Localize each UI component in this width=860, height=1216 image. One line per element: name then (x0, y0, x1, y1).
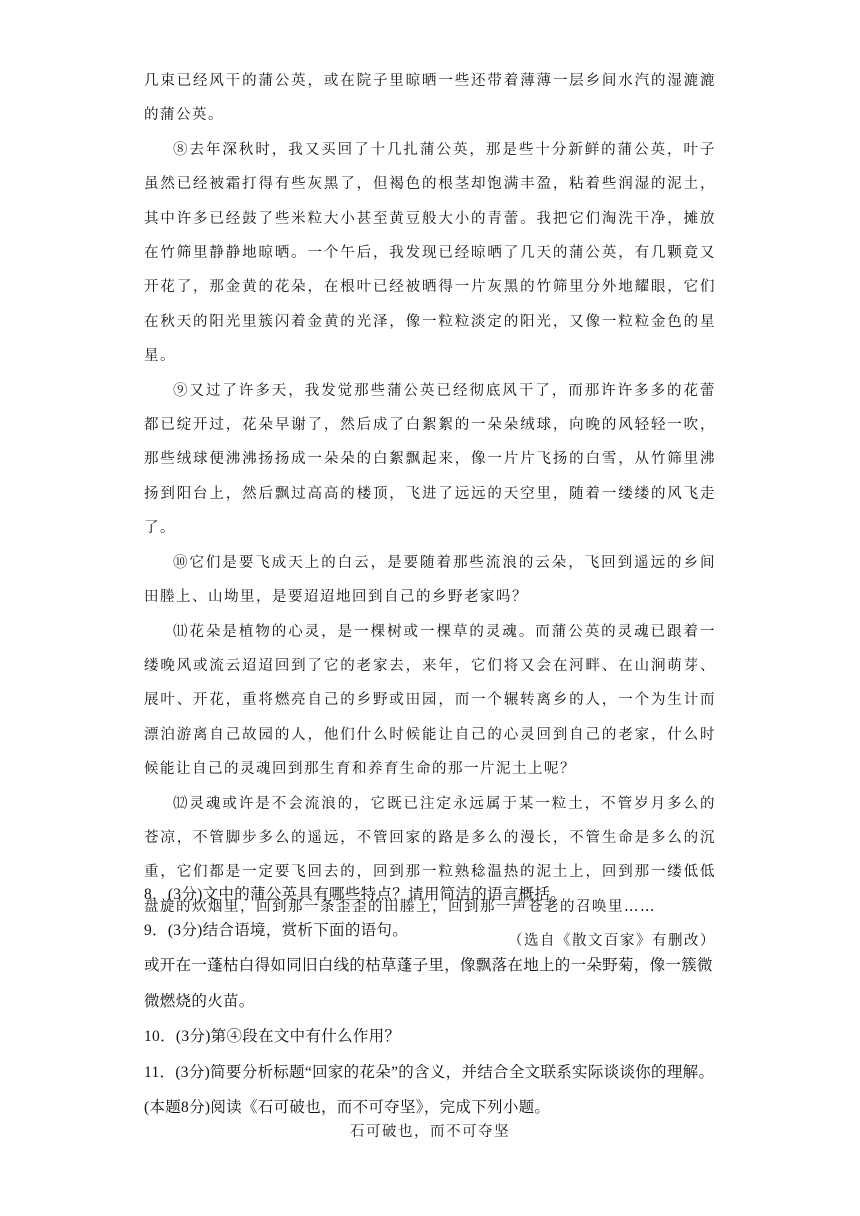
paragraph-10: ⑩它们是要飞成天上的白云，是要随着那些流浪的云朵，飞回到遥远的乡间田塍上、山坳里，是要迢迢地回到自己的乡野老家吗？ (144, 554, 716, 606)
reading-passage (144, 64, 716, 959)
question-9-quote: 或开在一蓬枯白得如同旧白线的枯草蓬子里，像飘落在地上的一朵野菊，像一簇微微燃烧的火苗。 (144, 957, 713, 1010)
question-9: 9．(3分)结合语境，赏析下面的语句。 (144, 921, 409, 939)
paragraph-7-continuation: 几束已经风干的蒲公英，或在院子里晾晒一些还带着薄薄一层乡间水汽的湿漉漉的蒲公英。 (144, 73, 716, 124)
question-10: 10．(3分)第④段在文中有什么作用？ (144, 1028, 401, 1045)
paragraph-11: ⑾花朵是植物的心灵，是一棵树或一棵草的灵魂。而蒲公英的灵魂已跟着一缕晚风或流云迢迢回到了它的老家去，来年，它们将又会在河畔、在山涧萌芽、展叶、开花，重将燃亮自己的乡野或田园，而一个辗转离乡的人，一个为生计而漂泊游离自己故园的人，他们什么时候能让自己的心灵回到自己的老家，什么时候能让自己的灵魂回到那生育和养育生命的那一片泥土上呢？ (144, 623, 716, 778)
question-list (144, 877, 716, 1126)
question-11: 11．(3分)简要分析标题“回家的花朵”的含义，并结合全文联系实际谈谈你的理解。 (144, 1063, 715, 1081)
next-section-intro: (本题8分)阅读《石可破也，而不可夺坚》，完成下列小题。 (144, 1099, 551, 1116)
next-passage-title: 石可破也，而不可夺坚 (350, 1124, 510, 1140)
paragraph-8: ⑧去年深秋时，我又买回了十几扎蒲公英，那是些十分新鲜的蒲公英，叶子虽然已经被霜打得有些灰黑了，但褐色的根茎却饱满丰盈，粘着些润湿的泥土，其中许多已经鼓了些米粒大小甚至黄豆般大小的青蕾。我把它们淘洗干净，摊放在竹筛里静静地晾晒。一个午后，我发现已经晾晒了几天的蒲公英，有几颗竟又开花了，那金黄的花朵，在根叶已经被晒得一片灰黑的竹筛里分外地耀眼，它们在秋天的阳光里簇闪着金黄的光泽，像一粒粒淡定的阳光，又像一粒粒金色的星星。 (144, 141, 716, 365)
paragraph-9: ⑨又过了许多天，我发觉那些蒲公英已经彻底风干了，而那许许多多的花蕾都已绽开过，花朵早谢了，然后成了白絮絮的一朵朵绒球，向晚的风轻轻一吹，那些绒球便沸沸扬扬成一朵朵的白絮飘起来，像一片片飞扬的白雪，从竹筛里沸扬到阳台上，然后飘过高高的楼顶，飞进了远远的天空里，随着一缕缕的风飞走了。 (144, 382, 716, 537)
source-note: （选自《散文百家》有删改） (508, 933, 716, 950)
paragraph-12: ⑿灵魂或许是不会流浪的，它既已注定永远属于某一粒土，不管岁月多么的苍凉，不管脚步多么的遥远，不管回家的路是多么的漫长，不管生命是多么的沉重，它们都是一定要飞回去的，回到那一粒熟稔温热的泥土上，回到那一缕低低盘旋的炊烟里，回到那一条歪歪的田塍上，回到那一声苍老的召唤里…… (144, 795, 716, 915)
question-8: 8．(3分)文中的蒲公英具有哪些特点？请用简洁的语言概括。 (144, 886, 567, 903)
